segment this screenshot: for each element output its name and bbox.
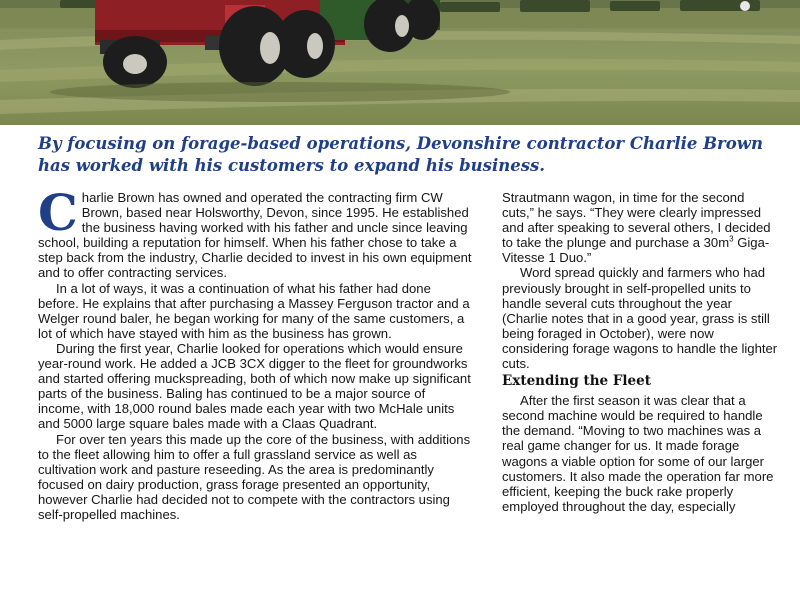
paragraph: Word spread quickly and farmers who had previously brought in self-propelled units to handle several cuts throughout the year (Charlie notes that in a good year, grass is still being foraged in October), were now considering forage wagons to handle the lighter cuts. [502, 265, 778, 372]
standfirst: By focusing on forage-based operations, Devonshire contractor Charlie Brown has worked with his customers to expand his business. [38, 134, 763, 175]
section-heading: Extending the Fleet [502, 373, 651, 390]
tractor-wagon-photo [0, 0, 800, 125]
paragraph: During the first year, Charlie looked for operations which would ensure year-round work. He added a JCB 3CX digger to the fleet for groundworks and started offering muckspreading, both of which now make up significant parts of the business. Baling has continued to be a major source of income, with 18,000 round bales made each year with two McHale units and 5000 large square bales made with a Claas Quadrant. [38, 340, 471, 432]
article-column-left [38, 183, 474, 522]
paragraph: Charlie Brown has owned and operated the contracting firm CW Brown, based near Holsworthy, Devon, since 1995. He established the business having worked with his father and uncle since leaving school, building a reputation for himself. When his father chose to take a step back from the industry, Charlie decided to invest in his own equipment and to offer contracting services. [38, 183, 472, 281]
article-column-right [502, 190, 780, 514]
paragraph: For over ten years this made up the core of the business, with additions to the fleet allowing him to offer a full grassland service as well as cultivation work and pasture reseeding. As the area is predominantly focused on dairy production, grass forage presented an opportunity, however Charlie had decided not to compete with the contractors using self-propelled machines. [38, 431, 471, 522]
paragraph: Strautmann wagon, in time for the second cuts,” he says. “They were clearly impressed and after speaking to several others, I decided to take the plunge and purchase a $30m^3$ Giga-Vitesse 1 Duo.” [502, 190, 771, 266]
drop-cap: C [38, 183, 78, 242]
paragraph: After the first season it was clear that a second machine would be required to handle the demand. “Moving to two machines was a real game changer for us. It made forage wagons a viable option for some of our larger customers. It also made the operation far more efficient, keeping the buck rake properly employed throughout the day, especially [502, 393, 774, 514]
header-photo [0, 0, 800, 125]
paragraph: In a lot of ways, it was a continuation of what his father had done before. He explains that after purchasing a Massey Ferguson tractor and a Welger round baler, he began working for many of the same customers, a lot of which have stayed with him as the business has grown. [38, 280, 470, 341]
